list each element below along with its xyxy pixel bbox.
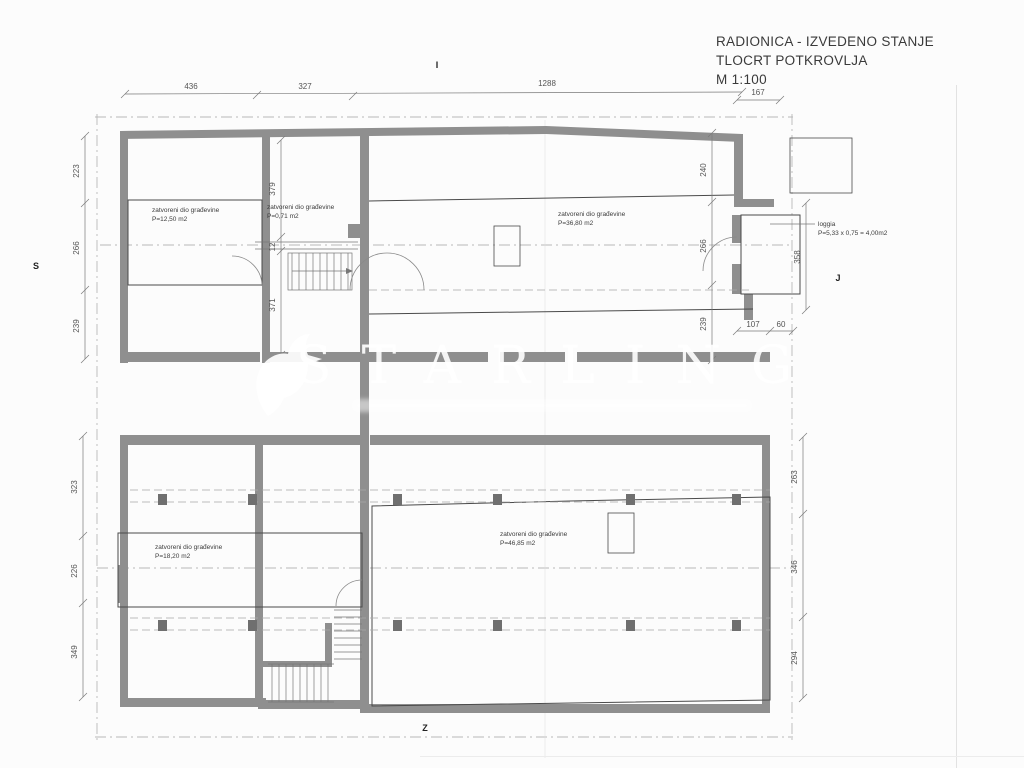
dim-loggia-height: 358: [793, 250, 802, 264]
drawing-title-line1: RADIONICA - IZVEDENO STANJE: [716, 34, 934, 49]
room-label-2-area: P=0,71 m2: [267, 213, 299, 220]
dim-right-small-1: 107: [746, 320, 760, 329]
room-label-5-name: zatvoreni dio građevine: [500, 531, 568, 538]
paper-edge-bottom: [420, 756, 1024, 757]
watermark-subtitle-blur: [352, 399, 752, 412]
dim-left-upper-2: 266: [72, 241, 81, 255]
watermark-text: STARLING: [296, 336, 823, 396]
orientation-top: I: [435, 60, 439, 70]
dim-middle-3: 371: [268, 298, 277, 312]
staircase-lower: [268, 610, 362, 702]
paper-edge-right: [956, 85, 957, 768]
dim-left-lower-2: 226: [70, 564, 79, 578]
dim-top-4: 167: [751, 88, 765, 97]
dim-top-2: 327: [298, 82, 312, 91]
drawing-title-line2: TLOCRT POTKROVLJA: [716, 52, 868, 68]
dim-left-upper-3: 239: [72, 319, 81, 333]
dim-middle-2: 12: [268, 242, 277, 252]
dim-right-inner-1: 240: [699, 163, 708, 177]
dim-right-inner-2: 266: [699, 239, 708, 253]
dim-right-lower-1: 263: [790, 470, 799, 484]
door-swings: [232, 237, 737, 606]
room-label-1-name: zatvoreni dio građevine: [152, 207, 220, 214]
room-label-4-name: zatvoreni dio građevine: [155, 544, 223, 551]
dim-top-3: 1288: [538, 79, 556, 88]
orientation-letters: [33, 60, 841, 733]
room-label-5-area: P=46,85 m2: [500, 540, 536, 547]
dim-right-lower-3: 294: [790, 651, 799, 665]
orientation-bottom: Z: [422, 723, 428, 733]
dim-right-small-2: 60: [776, 320, 786, 329]
column-posts: [158, 494, 741, 631]
room-label-1-area: P=12,50 m2: [152, 216, 188, 223]
dim-right-inner-3: 239: [699, 317, 708, 331]
drawing-scale: M 1:100: [716, 71, 767, 87]
dim-top-1: 436: [184, 82, 198, 91]
dim-left-lower-1: 323: [70, 480, 79, 494]
title-block: [716, 33, 934, 90]
dim-left-upper-1: 223: [72, 164, 81, 178]
dim-middle-1: 379: [268, 182, 277, 196]
room-outlines: [118, 138, 852, 706]
room-label-2-name: zatvoreni dio građevine: [267, 204, 335, 211]
room-label-4-area: P=18,20 m2: [155, 553, 191, 560]
walls-layer: [118, 126, 774, 713]
loggia-label-area: P=5,33 x 0,75 = 4,00m2: [818, 230, 888, 237]
dim-left-lower-3: 349: [70, 645, 79, 659]
loggia-label-name: loggia: [818, 221, 836, 228]
orientation-right: J: [835, 273, 841, 283]
room-label-3-name: zatvoreni dio građevine: [558, 211, 626, 218]
dim-right-lower-2: 346: [790, 560, 799, 574]
orientation-left: S: [32, 261, 40, 271]
room-label-3-area: P=36,80 m2: [558, 220, 594, 227]
